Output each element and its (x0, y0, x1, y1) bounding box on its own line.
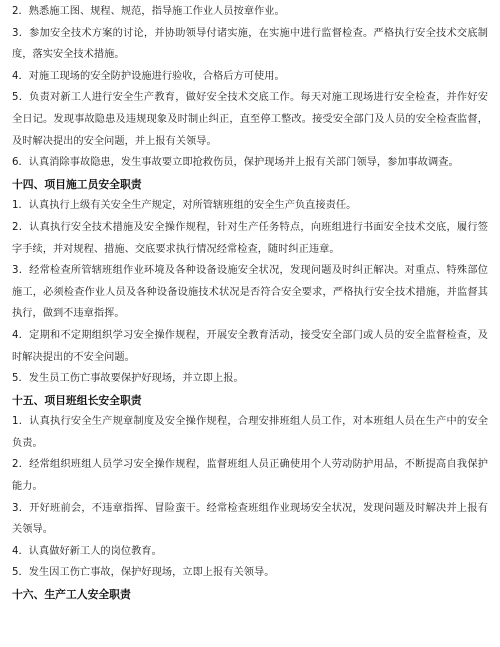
paragraph: 5．发生因工伤亡事故，保护好现场，立即上报有关领导。 (12, 567, 275, 579)
paragraph: 4．定期和不定期组织学习安全操作规程，开展安全教育活动，接受安全部门或人员的安全监督检查，及时解决提出的不安全问题。 (12, 329, 488, 363)
paragraph: 2．经常组织班组人员学习安全操作规程，监督班组人员正确使用个人劳动防护用品，不断提高自我保护能力。 (12, 459, 488, 493)
paragraph: 1．认真执行上级有关安全生产规定，对所管辖班组的安全生产负直接责任。 (12, 200, 357, 212)
paragraph: 2．认真执行安全技术措施及安全操作规程，针对生产任务特点，向班组进行书面安全技术交底，履行签字手续，并对规程、措施、交底要求执行情况经常检查，随时纠正违章。 (12, 221, 488, 255)
paragraph: 4．对施工现场的安全防护设施进行验收，合格后方可使用。 (12, 70, 285, 82)
paragraph: 1．认真执行安全生产规章制度及安全操作规程，合理安排班组人员工作，对本班组人员在生产中的安全负责。 (12, 416, 488, 449)
paragraph: 2．熟悉施工图、规程、规范，指导施工作业人员按章作业。 (12, 6, 285, 17)
paragraph: 6．认真消除事故隐患，发生事故要立即抢救伤员，保护现场并上报有关部门领导，参加事故调查。 (12, 157, 459, 169)
section-heading: 十五、项目班组长安全职责 (12, 393, 142, 407)
section-heading: 十六、生产工人安全职责 (12, 588, 131, 602)
paragraph: 3．参加安全技术方案的讨论，并协助领导付诸实施，在实施中进行监督检查。严格执行安全技术交底制度，落实安全技术措施。 (12, 27, 488, 61)
paragraph: 5．发生员工伤亡事故要保护好现场，并立即上报。 (12, 373, 244, 385)
paragraph: 5．负责对新工人进行安全生产教育，做好安全技术交底工作。每天对施工现场进行安全检查，并作好安全日记。发现事故隐患及违规现象及时制止纠正，直至停工整改。接受安全部门及人员的安全检查监督，及时解决提出的安全问题，并上报有关领导。 (12, 92, 488, 147)
paragraph: 3．经常检查所管辖班组作业环境及各种设备设施安全状况，发现问题及时纠正解决。对重点、特殊部位施工，必须检查作业人员及各种设备设施技术状况是否符合安全要求，严格执行安全技术措施，并监督其执行，做到不违章指挥。 (12, 265, 488, 320)
paragraph: 3．开好班前会，不违章指挥、冒险蛮干。经常检查班组作业现场安全状况，发现问题及时解决并上报有关领导。 (12, 502, 488, 536)
paragraph: 4．认真做好新工人的岗位教育。 (12, 545, 162, 557)
section-heading: 十四、项目施工员安全职责 (12, 177, 142, 191)
